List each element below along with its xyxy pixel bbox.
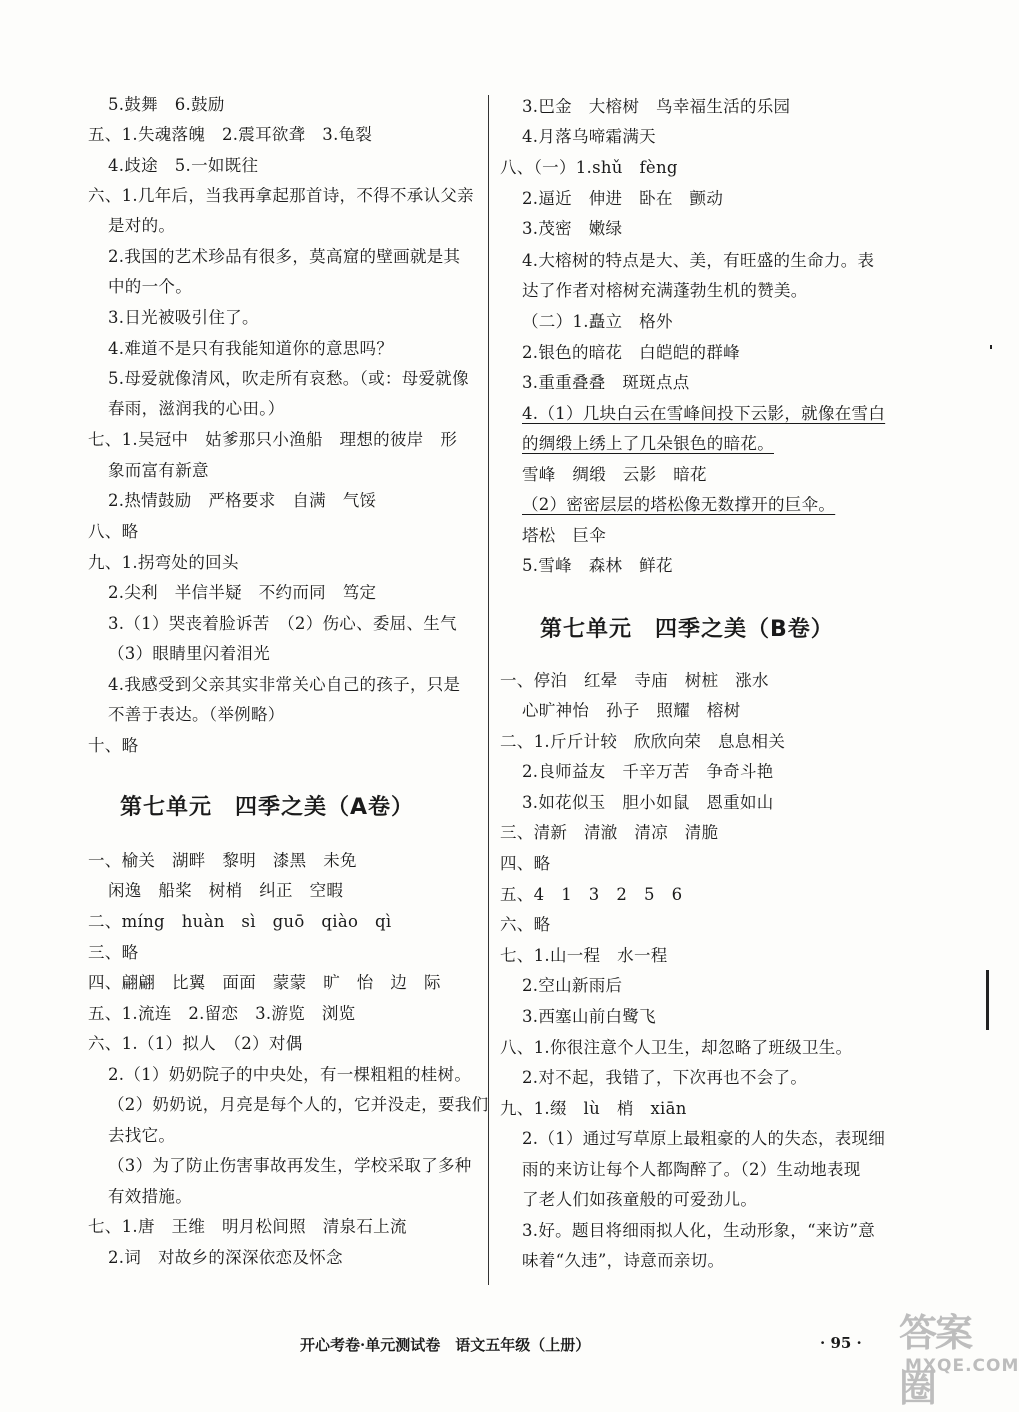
answer-line: （二）1.矗立 格外 [522, 312, 673, 331]
watermark-url: MXQE.COM [905, 1356, 1019, 1376]
watermark-logo [895, 1300, 1019, 1410]
answer-line: 不善于表达。（举例略） [108, 705, 285, 724]
answer-line: 闲逸 船桨 树梢 纠正 空暇 [108, 881, 344, 900]
answer-line: 是对的。 [108, 216, 176, 235]
answer-line: 2.（1）奶奶院子的中央处，有一棵粗粗的桂树。 [108, 1065, 472, 1084]
answer-line: 3.日光被吸引住了。 [108, 308, 259, 327]
answer-line: 5.母爱就像清风，吹走所有哀愁。（或：母爱就像 [108, 369, 469, 388]
answer-line: 味着“久违”，诗意而亲切。 [522, 1251, 725, 1270]
answer-line: 4.月落乌啼霜满天 [522, 127, 656, 146]
answer-line: 六、1.几年后，当我再拿起那首诗，不得不承认父亲 [88, 186, 474, 205]
answer-line: 3.如花似玉 胆小如鼠 恩重如山 [522, 793, 774, 812]
answer-line: 4.我感受到父亲其实非常关心自己的孩子，只是 [108, 675, 461, 694]
answer-line: 2.空山新雨后 [522, 976, 623, 995]
answer-line: 2.热情鼓励 严格要求 自满 气馁 [108, 491, 377, 510]
scan-edge-mark [986, 970, 989, 1030]
answer-line: 六、1.（1）拟人 （2）对偶 [88, 1034, 303, 1053]
answer-line: 四、翩翩 比翼 面面 蒙蒙 旷 怡 边 际 [88, 973, 441, 992]
answer-line: 六、略 [500, 915, 551, 934]
answer-line: 达了作者对榕树充满蓬勃生机的赞美。 [522, 281, 808, 300]
answer-line-underlined: 4.（1）几块白云在雪峰间投下云影，就像在雪白 [522, 404, 886, 423]
answer-line: 七、1.山一程 水一程 [500, 946, 668, 965]
answer-line: 三、清新 清澈 清凉 清脆 [500, 823, 719, 842]
answer-line: 七、1.吴冠中 姑爹那只小渔船 理想的彼岸 形 [88, 430, 458, 449]
page-footer: 开心考卷·单元测试卷 语文五年级（上册） [300, 1336, 591, 1354]
answer-line: 2.我国的艺术珍品有很多，莫高窟的壁画就是其 [108, 247, 461, 266]
answer-line: 三、略 [88, 943, 139, 962]
section-heading-a: 第七单元 四季之美（A卷） [120, 795, 415, 820]
page-number: · 95 · [820, 1334, 862, 1352]
answer-line: 塔松 巨伞 [522, 526, 606, 545]
answer-line: （3）为了防止伤害事故再发生，学校采取了多种 [108, 1156, 472, 1175]
answer-line: 3.西塞山前白鹭飞 [522, 1007, 656, 1026]
answer-line: 八、略 [88, 522, 139, 541]
watermark-text: 答案圈 [899, 1311, 972, 1410]
answer-line: 3.（1）哭丧着脸诉苦 （2）伤心、委屈、生气 [108, 614, 457, 633]
answer-line: 中的一个。 [108, 277, 192, 296]
section-heading-b: 第七单元 四季之美（B卷） [540, 617, 834, 642]
answer-line: 2.逼近 伸进 卧在 颤动 [522, 189, 724, 208]
answer-line: 八、1.你很注意个人卫生，却忽略了班级卫生。 [500, 1038, 853, 1057]
answer-line: 一、榆关 湖畔 黎明 漆黑 未免 [88, 851, 357, 870]
answer-line: 雨的来访让每个人都陶醉了。（2）生动地表现 [522, 1160, 861, 1179]
answer-line: （3）眼睛里闪着泪光 [108, 644, 270, 663]
answer-line: 3.好。题目将细雨拟人化，生动形象，“来访”意 [522, 1221, 876, 1240]
answer-line: 去找它。 [108, 1126, 176, 1145]
answer-line: 2.尖利 半信半疑 不约而同 笃定 [108, 583, 377, 602]
answer-line: 象而富有新意 [108, 461, 209, 480]
answer-line: 3.巴金 大榕树 鸟幸福生活的乐园 [522, 97, 791, 116]
answer-line: 3.重重叠叠 斑斑点点 [522, 373, 690, 392]
answer-line: 了老人们如孩童般的可爱劲儿。 [522, 1190, 758, 1209]
answer-line-underlined: 的绸缎上绣上了几朵银色的暗花。 [522, 434, 774, 453]
answer-line: 5.鼓舞 6.鼓励 [108, 95, 225, 114]
answer-line: 八、（一）1.shǔ fèng [500, 158, 678, 177]
answer-line: 九、1.缀 lù 梢 xiān [500, 1099, 687, 1118]
answer-line: 五、4 1 3 2 5 6 [500, 885, 683, 904]
answer-line: 2.词 对故乡的深深依恋及怀念 [108, 1248, 343, 1267]
answer-line: 4.歧途 5.一如既往 [108, 156, 259, 175]
answer-line: 春雨，滋润我的心田。） [108, 399, 285, 418]
answer-line: 2.银色的暗花 白皑皑的群峰 [522, 343, 740, 362]
answer-line: 雪峰 绸缎 云影 暗花 [522, 465, 707, 484]
answer-line: （2）奶奶说，月亮是每个人的，它并没走，要我们 [108, 1095, 489, 1114]
answer-line: 五、1.失魂落魄 2.震耳欲聋 3.龟裂 [88, 125, 373, 144]
answer-line: 五、1.流连 2.留恋 3.游览 浏览 [88, 1004, 356, 1023]
answer-line: 有效措施。 [108, 1187, 192, 1206]
answer-line: 四、略 [500, 854, 551, 873]
answer-line: 3.茂密 嫩绿 [522, 219, 623, 238]
answer-line: 5.雪峰 森林 鲜花 [522, 556, 673, 575]
answer-line: 4.大榕树的特点是大、美，有旺盛的生命力。表 [522, 251, 875, 270]
answer-line: 十、略 [88, 736, 139, 755]
answer-line: 心旷神怡 孙子 照耀 榕树 [522, 701, 741, 720]
answer-line: 2.（1）通过写草原上最粗豪的人的失态，表现细 [522, 1129, 886, 1148]
answer-line: 七、1.唐 王维 明月松间照 清泉石上流 [88, 1217, 407, 1236]
answer-line: 九、1.拐弯处的回头 [88, 553, 239, 572]
answer-line: 二、1.斤斤计较 欣欣向荣 息息相关 [500, 732, 786, 751]
scan-edge-mark [990, 345, 992, 349]
answer-line: 4.难道不是只有我能知道你的意思吗？ [108, 339, 394, 358]
answer-line: 一、停泊 红晕 寺庙 树桩 涨水 [500, 671, 769, 690]
answer-line: 2.对不起，我错了，下次再也不会了。 [522, 1068, 808, 1087]
answer-line: 二、míng huàn sì guō qiào qì [88, 912, 392, 931]
answer-line-underlined: （2）密密层层的塔松像无数撑开的巨伞。 [522, 495, 836, 514]
answer-line: 2.良师益友 千辛万苦 争奇斗艳 [522, 762, 774, 781]
